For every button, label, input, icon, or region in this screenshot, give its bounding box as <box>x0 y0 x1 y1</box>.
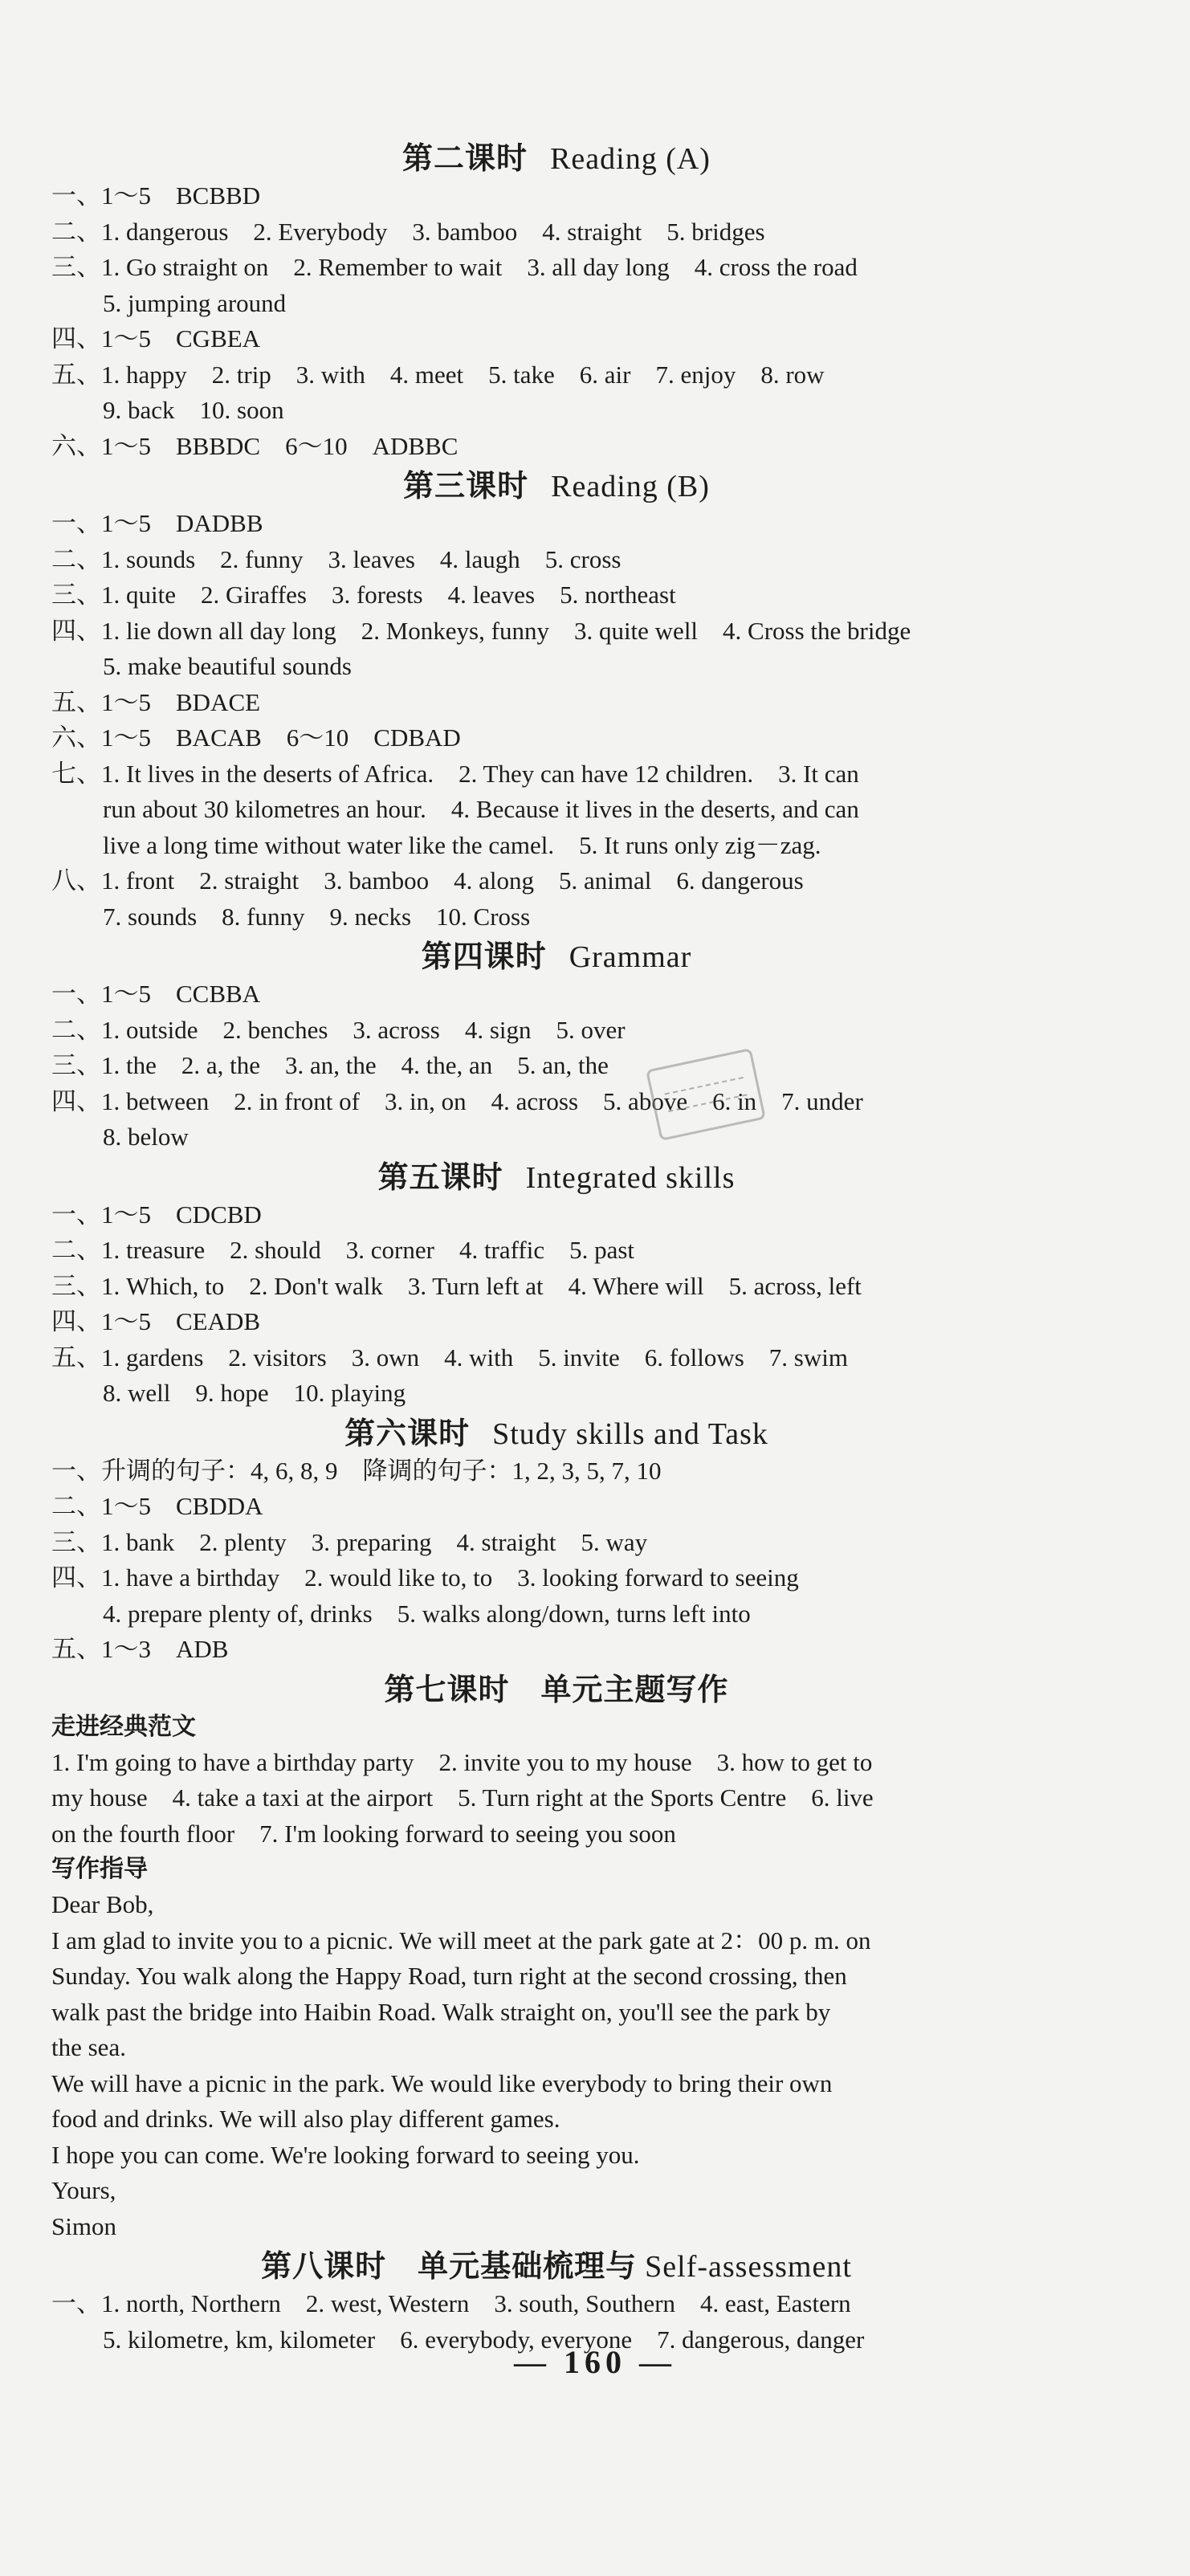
answer-line: 5. jumping around <box>103 288 287 317</box>
writing-guide-subheading: 写作指导 <box>51 1855 148 1883</box>
answer-line: 五、1. happy 2. trip 3. with 4. meet 5. take 6. air 7. enjoy 8. row <box>51 360 825 389</box>
lesson4-title-en: Grammar <box>569 940 692 974</box>
lesson3-heading <box>51 467 1062 506</box>
answer-line: 一、1～5 DADBB <box>51 509 263 537</box>
answer-line: 三、1. Which, to 2. Don't walk 3. Turn left at 4. Where will 5. across, left <box>51 1271 862 1300</box>
answer-line: 五、1～5 BDACE <box>51 687 261 716</box>
answer-line: 三、1. quite 2. Giraffes 3. forests 4. leaves 5. northeast <box>51 581 676 609</box>
answer-line: 二、1. dangerous 2. Everybody 3. bamboo 4. straight 5. bridges <box>51 217 765 246</box>
answer-line: 四、1～5 CEADB <box>51 1307 261 1335</box>
lesson8-heading <box>51 2248 1062 2286</box>
lesson6-title-en: Study skills and Task <box>492 1416 768 1451</box>
answer-line: 一、1～5 CDCBD <box>51 1200 262 1229</box>
answer-line: 二、1. treasure 2. should 3. corner 4. traffic 5. past <box>51 1236 635 1264</box>
letter-line: I am glad to invite you to a picnic. We will meet at the park gate at 2：00 p. m. on <box>51 1926 871 1954</box>
answer-line: 7. sounds 8. funny 9. necks 10. Cross <box>103 902 531 931</box>
answer-line: 5. kilometre, km, kilometer 6. everybody, everyone 7. dangerous, danger <box>103 2325 865 2354</box>
answer-line: 二、1～5 CBDDA <box>51 1492 263 1520</box>
answer-line: 三、1. Go straight on 2. Remember to wait 3. all day long 4. cross the road <box>51 253 858 281</box>
answer-line: 四、1. have a birthday 2. would like to, to 3. looking forward to seeing <box>51 1563 799 1592</box>
letter-line: the sea. <box>51 2033 126 2061</box>
letter-line: Dear Bob, <box>51 1890 154 1918</box>
answer-line: 二、1. outside 2. benches 3. across 4. sign 5. over <box>51 1015 626 1044</box>
letter-line: walk past the bridge into Haibin Road. Walk straight on, you'll see the park by <box>51 1997 831 2026</box>
answer-line: 八、1. front 2. straight 3. bamboo 4. along 5. animal 6. dangerous <box>51 866 804 895</box>
page-number: — 160 — <box>514 2344 676 2380</box>
answer-line: on the fourth floor 7. I'm looking forward to seeing you soon <box>51 1819 676 1848</box>
answer-line: 二、1. sounds 2. funny 3. leaves 4. laugh 5. cross <box>51 544 621 573</box>
lesson5-title: 第五课时 <box>377 1160 503 1195</box>
answer-line: 三、1. the 2. a, the 3. an, the 4. the, an 5. an, the <box>51 1051 609 1079</box>
lesson8-title-en: Self-assessment <box>645 2250 852 2284</box>
answer-line: 四、1～5 CGBEA <box>51 324 261 353</box>
answer-line: 9. back 10. soon <box>103 396 284 424</box>
lesson4-heading <box>51 938 1062 976</box>
lesson7-title: 第七课时 单元主题写作 <box>384 1673 729 1707</box>
letter-line: We will have a picnic in the park. We would like everybody to bring their own <box>51 2069 833 2097</box>
letter-line: Simon <box>51 2211 116 2240</box>
answer-line: run about 30 kilometres an hour. 4. Because it lives in the deserts, and can <box>103 795 859 823</box>
letter-line: Yours, <box>51 2176 116 2204</box>
answer-line: 四、1. between 2. in front of 3. in, on 4. across 5. above 6. in 7. under <box>51 1086 863 1115</box>
lesson6-heading <box>51 1415 1062 1453</box>
answer-line: 5. make beautiful sounds <box>103 652 352 680</box>
answer-line: 一、1～5 BCBBD <box>51 181 261 210</box>
answer-line: 8. well 9. hope 10. playing <box>103 1379 406 1407</box>
answer-line: 六、1～5 BACAB 6～10 CDBAD <box>51 723 461 752</box>
model-essay-subheading: 走进经典范文 <box>51 1712 196 1741</box>
answer-line: 4. prepare plenty of, drinks 5. walks along/down, turns left into <box>103 1599 751 1628</box>
lesson2-title: 第二课时 <box>402 142 528 176</box>
answer-line: 三、1. bank 2. plenty 3. preparing 4. straight 5. way <box>51 1527 648 1556</box>
lesson8-title: 第八课时 单元基础梳理与 <box>261 2250 638 2284</box>
answer-line: 一、1. north, Northern 2. west, Western 3. south, Southern 4. east, Eastern <box>51 2289 851 2317</box>
lesson3-title: 第三课时 <box>403 470 529 503</box>
letter-line: Sunday. You walk along the Happy Road, turn right at the second crossing, then <box>51 1962 847 1990</box>
answer-line: live a long time without water like the camel. 5. It runs only zig－zag. <box>103 830 821 859</box>
letter-line: food and drinks. We will also play different games. <box>51 2105 560 2133</box>
answer-line: 8. below <box>103 1123 189 1151</box>
lesson5-heading <box>51 1159 1062 1197</box>
answer-line: 五、1～3 ADB <box>51 1635 229 1663</box>
lesson4-title: 第四课时 <box>421 940 547 974</box>
lesson2-title-en: Reading (A) <box>550 142 711 176</box>
answer-line: 四、1. lie down all day long 2. Monkeys, funny 3. quite well 4. Cross the bridge <box>51 616 911 645</box>
lesson7-heading <box>51 1671 1062 1710</box>
answer-line: 一、1～5 CCBBA <box>51 980 261 1008</box>
lesson3-title-en: Reading (B) <box>551 470 710 503</box>
lesson2-heading <box>51 140 1062 178</box>
answer-line: 1. I'm going to have a birthday party 2. invite you to my house 3. how to get to <box>51 1747 873 1776</box>
answer-line: 七、1. It lives in the deserts of Africa. 2. They can have 12 children. 3. It can <box>51 759 859 788</box>
answer-line: 六、1～5 BBBDC 6～10 ADBBC <box>51 431 458 460</box>
lesson6-title: 第六课时 <box>344 1416 471 1451</box>
answer-line: my house 4. take a taxi at the airport 5. Turn right at the Sports Centre 6. live <box>51 1783 874 1812</box>
answer-line: 一、升调的句子：4, 6, 8, 9 降调的句子：1, 2, 3, 5, 7, 10 <box>51 1456 662 1485</box>
letter-line: I hope you can come. We're looking forward to seeing you. <box>51 2140 640 2169</box>
lesson5-title-en: Integrated skills <box>525 1160 736 1195</box>
answer-line: 五、1. gardens 2. visitors 3. own 4. with 5. invite 6. follows 7. swim <box>51 1343 848 1372</box>
